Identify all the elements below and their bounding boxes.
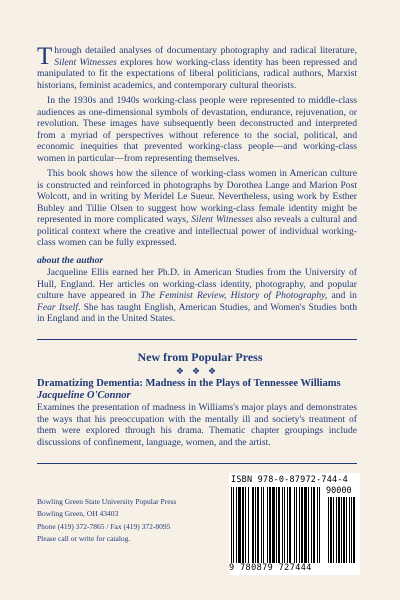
isbn-barcode bbox=[229, 473, 360, 575]
featured-book-title: Dramatizing Dementia: Madness in the Plays of Tennessee Williams bbox=[37, 378, 341, 389]
description-paragraph-2: In the 1930s and 1940s working-class people were represented to middle-class audiences as one-dimensional symbols of devastation, endurance, rejuvenation, or revolution. These images have subsequently been deconstructed and interpreted from a myriad of perspectives without reference to the social, political, and economic inequities that prevented working-class people—and working-class women in particular—from representing themselves. bbox=[37, 95, 357, 164]
publisher-info bbox=[37, 496, 217, 546]
isbn-number: ISBN 978-0-87972-744-4 bbox=[231, 475, 348, 485]
book-title-ref: Silent Witnesses bbox=[191, 214, 254, 225]
description-paragraph-3: This book shows how the silence of working-class women in American culture is constructed and reinforced in photographs by Dorothea Lange and Marion Post Wolcott, and in writing by Meridel Le Sueur. Nevertheless, using work by Esther Bubley and Tillie Olsen to suggest how working-class female identity might be represented in more complicated ways, Silent Witnesses also reveals a cultural and political context where the creative and intellectual power of individual working-class women can be fully expressed. bbox=[37, 168, 357, 248]
barcode-bars bbox=[231, 487, 323, 563]
book-title-ref: Silent Witnesses bbox=[54, 56, 117, 68]
description-paragraph-1: Through detailed analyses of documentary photography and radical literature, Silent Witnesses explores how working-class identity has been repressed and manipulated to fit the expectations of liberal politicians, radical authors, Marxist historians, feminist academics, and contemporary cultural theorists. bbox=[37, 43, 357, 91]
drop-cap: T bbox=[37, 43, 53, 70]
new-from-heading: New from Popular Press bbox=[137, 350, 263, 364]
about-author-text: Jacqueline Ellis earned her Ph.D. in American Studies from the University of Hull, England. Her articles on working-class identity, photography, and popular culture have appeared in The Feminist Review, History of Photography, and in Fear Itself. She has taught English, American Studies, and Women's Studies both in England and in the United States. bbox=[37, 267, 358, 324]
featured-book-description: Examines the presentation of madness in Williams's major plays and demonstrates the ways that his preoccupation with the mentally ill and society's treatment of them were explored through his drama. Thematic chapter groupings include discussions of confinement, language, women, and the artist. bbox=[37, 402, 357, 448]
book-title-ref: Fear Itself bbox=[37, 301, 79, 313]
publisher-address: Bowling Green, OH 43403 bbox=[37, 509, 119, 519]
ornament-diamonds: ❖❖❖ bbox=[175, 366, 225, 376]
publisher-catalog-note: Please call or write for catalog. bbox=[37, 534, 131, 544]
journal-title: The Feminist Review, History of Photography, bbox=[140, 290, 328, 301]
featured-book-author: Jacqueline O'Connor bbox=[37, 390, 131, 401]
section-divider bbox=[37, 463, 357, 464]
publisher-phone: Phone (419) 372-7865 / Fax (419) 372-8095 bbox=[37, 521, 171, 531]
barcode-digits: 9 780879 727444 bbox=[229, 563, 312, 573]
section-divider bbox=[37, 339, 357, 340]
price-code: 90000 bbox=[326, 486, 352, 496]
publisher-name: Bowling Green State University Popular Press bbox=[37, 497, 177, 506]
book-description bbox=[37, 45, 357, 329]
addon-barcode-bars bbox=[328, 497, 356, 563]
about-author-heading: about the author bbox=[37, 254, 104, 266]
